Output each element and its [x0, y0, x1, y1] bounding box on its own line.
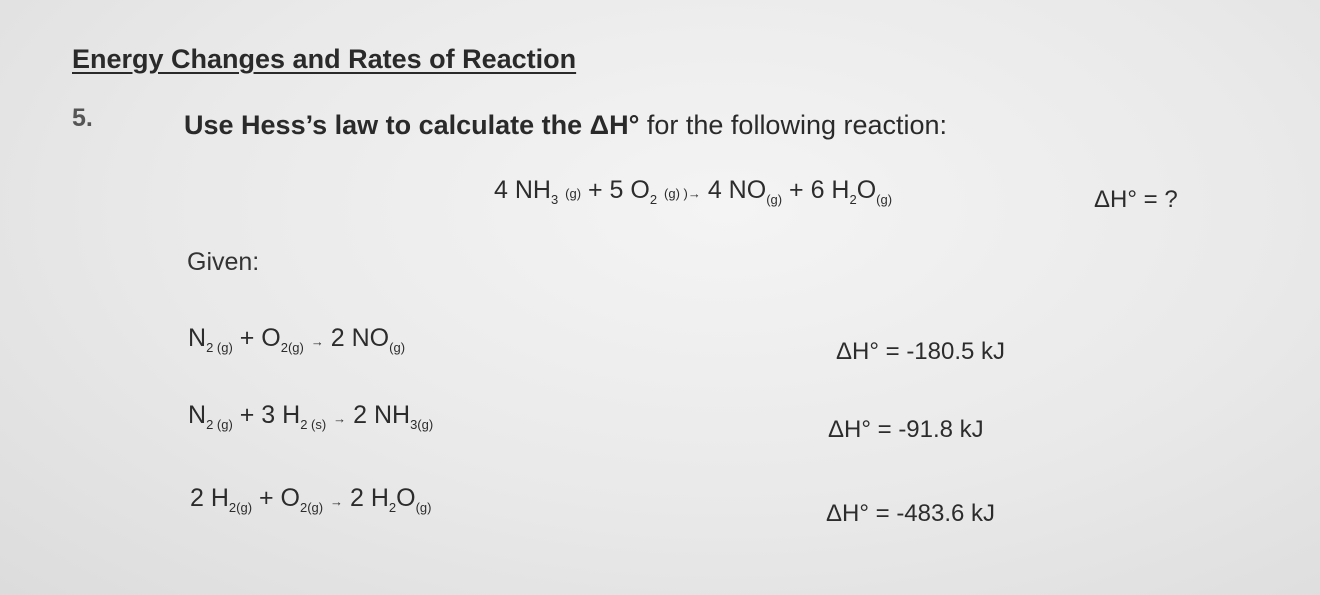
target-term-3: 4 NO: [707, 176, 767, 204]
prompt-bold-text: Use Hess’s law to calculate the ΔH°: [184, 110, 640, 140]
worksheet-title: Energy Changes and Rates of Reaction: [72, 44, 577, 74]
target-subscript-1: 3: [550, 192, 559, 207]
arrow-icon: →: [310, 334, 324, 349]
given3-subscript-3: 2: [388, 500, 397, 515]
given3-term-3: 2 H: [350, 484, 389, 512]
target-subscript-4: 2: [849, 192, 857, 207]
target-subscript-2: 2: [649, 192, 658, 207]
given3-term-4: O: [396, 484, 416, 512]
given2-term-2: + 3 H: [232, 401, 301, 429]
given3-subscript-4: (g): [415, 500, 432, 515]
given2-subscript-2: 2 (s): [300, 417, 327, 432]
target-term-2: + 5 O: [581, 176, 650, 204]
given3-term-2: + O: [252, 484, 300, 512]
given2-subscript-3: 3(g): [410, 417, 434, 432]
target-state-2: (g) ): [664, 186, 688, 201]
given1-term-1: N: [188, 324, 207, 352]
target-state-1: (g): [565, 186, 582, 201]
given2-subscript-1: 2 (g): [206, 417, 233, 432]
target-reaction-equation: [494, 176, 892, 207]
given1-subscript-1: 2 (g): [206, 340, 233, 355]
given1-subscript-2: 2(g): [280, 340, 304, 355]
given-enthalpy-3: ΔH° = -483.6 kJ: [826, 500, 996, 527]
given-equation-3: [190, 484, 431, 515]
given-enthalpy-2: ΔH° = -91.8 kJ: [828, 416, 984, 443]
prompt-rest-text: for the following reaction:: [639, 110, 948, 140]
given1-term-2: + O: [239, 324, 281, 352]
target-term-1: 4 NH: [494, 176, 551, 204]
target-term-5: O: [856, 176, 877, 204]
target-enthalpy: ΔH° = ?: [1094, 186, 1178, 213]
question-number: 5.: [72, 104, 93, 132]
given-equation-1: [188, 324, 405, 355]
given2-term-1: N: [188, 401, 207, 429]
given1-term-3: 2 NO: [330, 324, 390, 352]
arrow-icon: →: [330, 494, 344, 509]
arrow-icon: →: [333, 411, 347, 426]
given2-term-3: 2 NH: [353, 401, 411, 429]
given-enthalpy-1: ΔH° = -180.5 kJ: [836, 338, 1006, 365]
target-state-5: (g): [876, 192, 893, 207]
target-term-4: + 6 H: [782, 176, 850, 204]
given3-subscript-2: 2(g): [299, 500, 324, 515]
given-equation-2: [188, 401, 433, 432]
given-label: Given:: [187, 248, 260, 276]
arrow-icon: →: [687, 186, 701, 201]
target-state-3: (g): [766, 192, 783, 207]
given1-subscript-3: (g): [389, 340, 406, 355]
given3-term-1: 2 H: [190, 484, 229, 512]
question-prompt: [184, 110, 947, 141]
given3-subscript-1: 2(g): [228, 500, 253, 515]
